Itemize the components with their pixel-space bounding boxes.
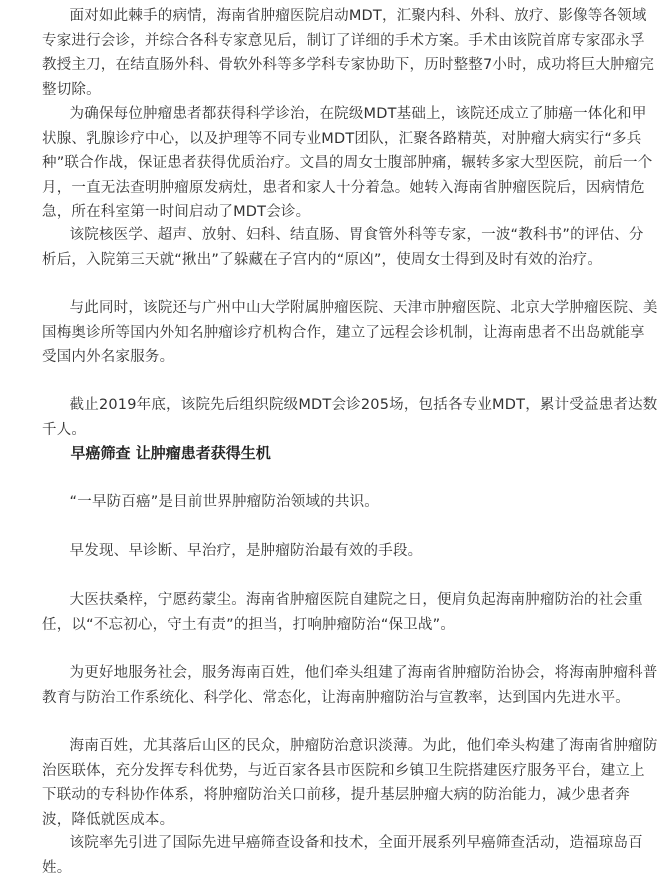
section-heading: 早癌筛查 让肿瘤患者获得生机 bbox=[70, 444, 271, 462]
paragraph-mdt-teams: 为确保每位肿瘤患者都获得科学诊治，在院级MDT基础上，该院还成立了肺癌一体化和甲状腺、乳腺诊疗中心，以及护理等不同专业MDT团队，汇聚各路精英，对肿瘤大病实行“多兵种”联合作战，保证患者获得优质治疗。文昌的周女士腹部肿痛，辗转多家大型医院，前后一个月，一直无法查明肿瘤原发病灶，患者和家人十分着急。她转入海南省肿瘤医院后，因病情危急，所在科室第一时间启动了MDT会诊。 bbox=[42, 106, 653, 220]
paragraph-medical-alliance: 海南百姓，尤其落后山区的民众，肿瘤防治意识淡薄。为此，他们牵头构建了海南省肿瘤防治医联体，充分发挥专科优势，与近百家各县市医院和乡镇卫生院搭建医疗服务平台，建立上下联动的专科协作体系，将肿瘤防治关口前移，提升基层肿瘤大病的防治能力，减少患者奔波，降低就医成本。 bbox=[42, 738, 658, 828]
paragraph-cooperation: 与此同时，该院还与广州中山大学附属肿瘤医院、天津市肿瘤医院、北京大学肿瘤医院、美国梅奥诊所等国内外知名肿瘤诊疗机构合作，建立了远程会诊机制，让海南患者不出岛就能享受国内外名家服务。 bbox=[42, 300, 658, 365]
paragraph-association: 为更好地服务社会，服务海南百姓，他们牵头组建了海南省肿瘤防治协会，将海南肿瘤科普教育与防治工作系统化、科学化、常态化，让海南肿瘤防治与宣教率，达到国内先进水平。 bbox=[42, 665, 658, 706]
paragraph-consensus: “一早防百癌”是目前世界肿瘤防治领域的共识。 bbox=[69, 494, 379, 510]
paragraph-diagnosis: 该院核医学、超声、放射、妇科、结直肠、胃食管外科等专家，一波“教科书”的评估、分析后，入院第三天就“揪出”了躲藏在子宫内的“原凶”，使周女士得到及时有效的治疗。 bbox=[42, 227, 644, 268]
paragraph-mission: 大医扶桑梓，宁愿药蒙尘。海南省肿瘤医院自建院之日，便肩负起海南肿瘤防治的社会重任，以“不忘初心，守土有责”的担当，打响肿瘤防治“保卫战”。 bbox=[42, 592, 643, 633]
paragraph-surgery: 面对如此棘手的病情，海南省肿瘤医院启动MDT，汇聚内科、外科、放疗、影像等各领域专家进行会诊，并综合各科专家意见后，制订了详细的手术方案。手术由该院首席专家邵永孚教授主刀，在结直肠外科、骨软外科等多学科专家协助下，历时整整7小时，成功将巨大肿瘤完整切除。 bbox=[42, 8, 655, 98]
paragraph-screening: 该院率先引进了国际先进早癌筛查设备和技术，全面开展系列早癌筛查活动，造福琼岛百姓。 bbox=[42, 835, 643, 876]
paragraph-early-detection: 早发现、早诊断、早治疗，是肿瘤防治最有效的手段。 bbox=[69, 543, 423, 559]
paragraph-statistics: 截止2019年底，该院先后组织院级MDT会诊205场，包括各专业MDT，累计受益患者达数千人。 bbox=[42, 397, 658, 438]
